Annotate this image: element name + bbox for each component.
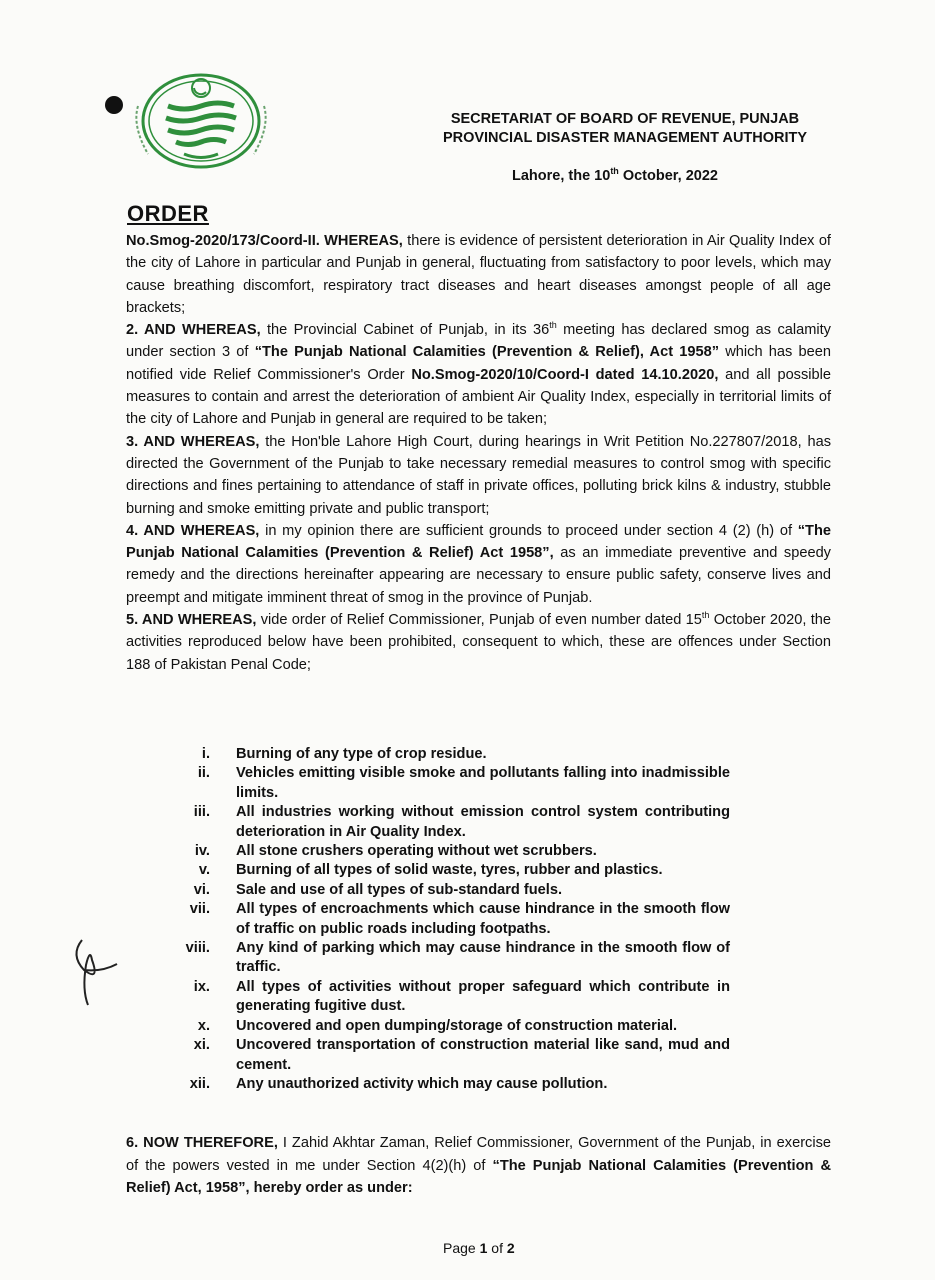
list-text: Uncovered transportation of construction material like sand, mud and cement.	[236, 1037, 730, 1073]
p4-act: “The Punjab National Calamities (Prevention & Relief) Act 1958”,	[126, 522, 831, 562]
order-body	[126, 230, 831, 676]
p3-lead: 3. AND WHEREAS,	[126, 433, 260, 450]
date-prefix: Lahore, the 10	[512, 167, 611, 184]
list-number: iii.	[193, 804, 210, 821]
paragraph-1	[126, 230, 831, 319]
list-number: vi.	[193, 881, 210, 898]
paragraph-6	[126, 1132, 831, 1200]
p4-text-a: in my opinion there are sufficient grounds to proceed under section 4 (2) (h) of	[259, 522, 798, 539]
list-number: i.	[201, 746, 210, 762]
order-date	[512, 166, 718, 184]
list-number: vii.	[189, 901, 210, 918]
p2-order-ref: No.Smog-2020/10/Coord-I dated 14.10.2020,	[411, 366, 719, 383]
letterhead-line-1: SECRETARIAT OF BOARD OF REVENUE, PUNJAB	[450, 111, 800, 127]
list-item	[170, 900, 730, 939]
p4-text-b: as an immediate preventive and speedy remedy and the directions hereinafter appearing are necessary to ensure public safety, conserve lives and preempt and mitigate imminent threat of smog in the province of Punjab.	[126, 545, 831, 606]
list-text: Any unauthorized activity which may cause pollution.	[236, 1075, 608, 1092]
handwritten-initial-icon	[62, 930, 122, 1010]
list-item	[170, 1036, 730, 1075]
p2-text-b: meeting has declared smog as calamity under section 3 of	[126, 322, 831, 361]
list-item	[170, 1075, 730, 1094]
punjab-government-seal-icon	[126, 66, 276, 176]
list-item	[170, 842, 730, 861]
list-item	[170, 803, 730, 842]
list-number: xi.	[193, 1037, 210, 1054]
p6-act: “The Punjab National Calamities (Prevention & Relief) Act, 1958”, hereby order as under:	[126, 1157, 832, 1196]
list-item	[170, 745, 730, 764]
list-text: Sale and use of all types of sub-standard fuels.	[236, 881, 563, 898]
list-item	[170, 939, 730, 978]
date-sup: th	[610, 166, 619, 176]
list-text: All types of encroachments which cause hindrance in the smooth flow of traffic on public roads including footpaths.	[236, 901, 730, 937]
p2-sup: th	[549, 320, 557, 331]
list-number: viii.	[185, 940, 210, 957]
page-total: 2	[506, 1240, 515, 1256]
order-title: ORDER	[127, 201, 209, 226]
p5-lead: 5. AND WHEREAS,	[126, 612, 257, 629]
page-current: 1	[479, 1240, 488, 1256]
list-text: Any kind of parking which may cause hindrance in the smooth flow of traffic.	[236, 940, 730, 976]
list-item	[170, 1017, 730, 1036]
p5-sup: th	[701, 610, 710, 621]
list-text: Burning of all types of solid waste, tyres, rubber and plastics.	[236, 862, 663, 879]
list-text: All stone crushers operating without wet scrubbers.	[236, 843, 597, 860]
p2-act: “The Punjab National Calamities (Prevention & Relief), Act 1958”	[254, 344, 720, 361]
paragraph-5	[126, 609, 831, 676]
list-item	[170, 978, 730, 1017]
date-suffix: October, 2022	[618, 167, 718, 184]
p3-text: the Hon'ble Lahore High Court, during hearings in Writ Petition No.227807/2018, has directed the Government of the Punjab to take necessary remedial measures to control smog with specific directions and fines pertaining to attendance of staff in private offices, polluting brick kilns & industry, stubble burning and smoke emitting private and public transport;	[126, 433, 832, 517]
list-text: All industries working without emission control system contributing deterioration in Air Quality Index.	[236, 804, 730, 840]
page-number	[443, 1240, 515, 1256]
list-item	[170, 861, 730, 880]
list-number: xii.	[189, 1075, 210, 1092]
p2-text-d: and all possible measures to contain and arrest the deterioration of ambient Air Quality Index, especially in territorial limits of the city of Lahore and Punjab in general are required to be taken;	[126, 366, 831, 428]
paragraph-2	[126, 319, 831, 430]
list-text: Uncovered and open dumping/storage of construction material.	[236, 1017, 678, 1034]
page-of: of	[487, 1240, 507, 1256]
p2-text-a: the Provincial Cabinet of Punjab, in its 36	[260, 322, 550, 339]
list-text: Burning of any type of crop residue.	[236, 746, 487, 762]
p1-text: there is evidence of persistent deterioration in Air Quality Index of the city of Lahore in particular and Punjab in general, fluctuating from satisfactory to poor levels, which may cause breathing discomfort, respiratory tract diseases and heart diseases amongst people of all age brackets;	[126, 233, 831, 316]
p6-text-a: I Zahid Akhtar Zaman, Relief Commissioner, Government of the Punjab, in exercise of the powers vested in me under Section 4(2)(h) of	[126, 1135, 832, 1174]
p2-text-c: which has been notified vide Relief Commissioner's Order	[126, 344, 831, 383]
list-number: v.	[198, 862, 210, 879]
list-number: x.	[197, 1017, 210, 1034]
p6-lead: 6. NOW THEREFORE,	[126, 1135, 278, 1151]
letterhead	[360, 110, 890, 148]
prohibited-activities-list	[170, 745, 730, 1094]
list-number: ii.	[197, 765, 210, 782]
p2-lead: 2. AND WHEREAS,	[126, 322, 261, 339]
paragraph-3	[126, 431, 831, 520]
paragraph-4	[126, 520, 831, 609]
letterhead-line-2: PROVINCIAL DISASTER MANAGEMENT AUTHORITY	[442, 130, 808, 146]
p4-lead: 4. AND WHEREAS,	[126, 522, 260, 539]
list-text: All types of activities without proper safeguard which contribute in generating fugitive dust.	[236, 978, 730, 1015]
list-number: iv.	[194, 843, 210, 860]
p5-text-a: vide order of Relief Commissioner, Punjab of even number dated 15	[256, 612, 702, 629]
order-reference: No.Smog-2020/173/Coord-II. WHEREAS,	[126, 233, 403, 249]
p5-text-b: October 2020, the activities reproduced below have been prohibited, consequent to which, these are offences under Section 188 of Pakistan Penal Code;	[126, 612, 831, 673]
list-text: Vehicles emitting visible smoke and pollutants falling into inadmissible limits.	[236, 765, 730, 801]
page-label: Page	[443, 1240, 480, 1256]
punch-hole-mark	[105, 96, 123, 114]
list-item	[170, 881, 730, 900]
list-item	[170, 764, 730, 803]
list-number: ix.	[193, 978, 210, 995]
